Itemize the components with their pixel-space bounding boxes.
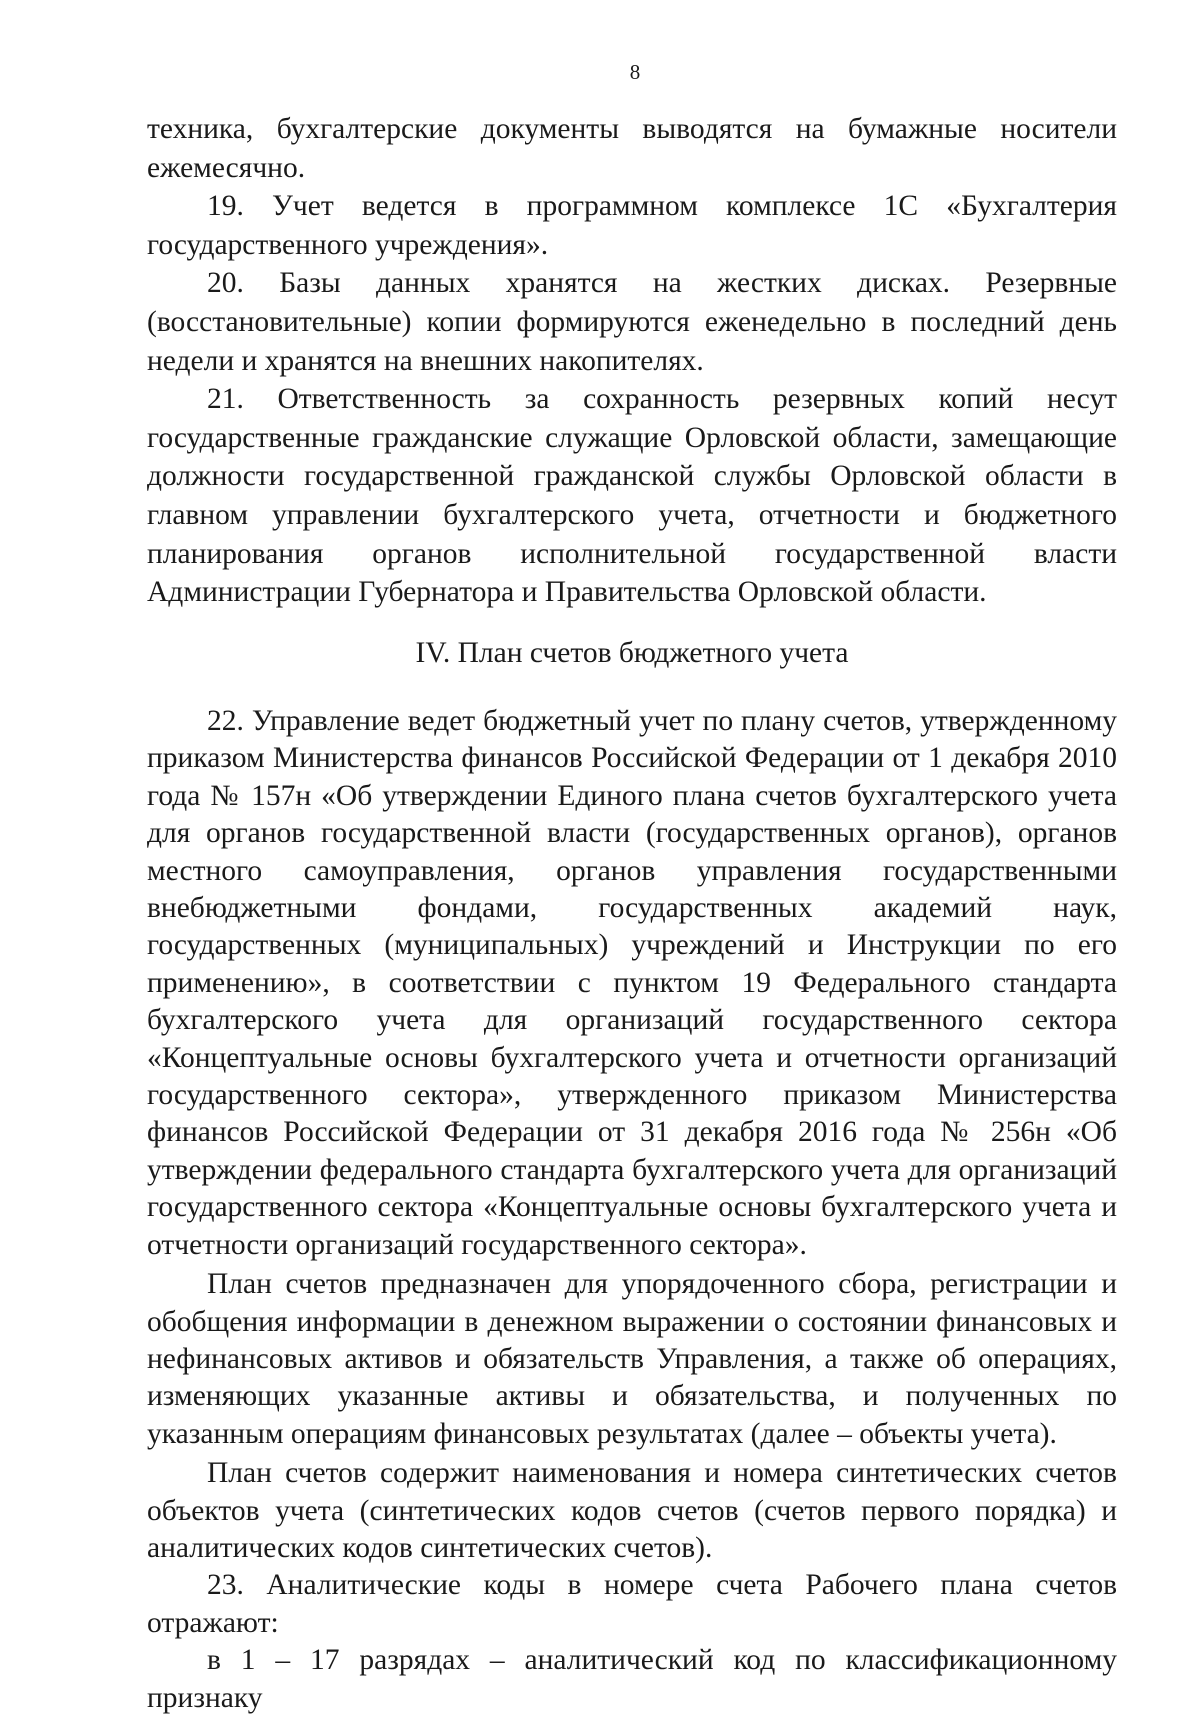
paragraph-22: 22. Управление ведет бюджетный учет по плану счетов, утвержденному приказом Министерства финансов Российской Федерации от 1 декабря 2010 года № 157н «Об утверждении Единого плана счетов бухгалтерского учета для органов государственной власти (государственных органов), органов местного самоуправления, органов управления государственными внебюджетными фондами, государственных академий наук, государственных (муниципальных) учреждений и Инструкции по его применению», в соответствии с пунктом 19 Федерального стандарта бухгалтерского учета для организаций государственного сектора «Концептуальные основы бухгалтерского учета и отчетности организаций государственного сектора», утвержденного приказом Министерства финансов Российской Федерации от 31 декабря 2016 года № 256н «Об утверждении федерального стандарта бухгалтерского учета для организаций государственного сектора «Концептуальные основы бухгалтерского учета и отчетности организаций государственного сектора». (147, 705, 1117, 1261)
paragraph-plan-purpose: План счетов предназначен для упорядоченного сбора, регистрации и обобщения информации в денежном выражении о состоянии финансовых и нефинансовых активов и обязательств Управления, а также об операциях, изменяющих указанные активы и обязательства, и полученных по указанным операциям финансовых результатах (далее – объекты учета). (147, 1268, 1117, 1450)
paragraph-continuation: техника, бухгалтерские документы выводятся на бумажные носители ежемесячно. (147, 113, 1117, 184)
paragraph-19: 19. Учет ведется в программном комплексе 1С «Бухгалтерия государственного учреждения». (147, 190, 1117, 261)
body-text-bottom (147, 703, 1117, 1717)
paragraph-20: 20. Базы данных хранятся на жестких дисках. Резервные (восстановительные) копии формируются еженедельно в последний день недели и хранятся на внешних накопителях. (147, 267, 1117, 377)
paragraph-plan-contents: План счетов содержит наименования и номера синтетических счетов объектов учета (синтетических кодов счетов (счетов первого порядка) и аналитических кодов синтетических счетов). (147, 1457, 1117, 1564)
section-heading: IV. План счетов бюджетного учета (415, 637, 849, 669)
paragraph-23-item: в 1 – 17 разрядах – аналитический код по классификационному признаку (147, 1644, 1117, 1714)
page-number: 8 (629, 60, 641, 84)
body-text-top (147, 110, 1117, 612)
paragraph-21: 21. Ответственность за сохранность резервных копий несут государственные гражданские служащие Орловской области, замещающие должности государственной гражданской службы Орловской области в главном управлении бухгалтерского учета, отчетности и бюджетного планирования органов исполнительной государственной власти Администрации Губернатора и Правительства Орловской области. (147, 383, 1117, 609)
paragraph-23: 23. Аналитические коды в номере счета Рабочего плана счетов отражают: (147, 1569, 1117, 1639)
